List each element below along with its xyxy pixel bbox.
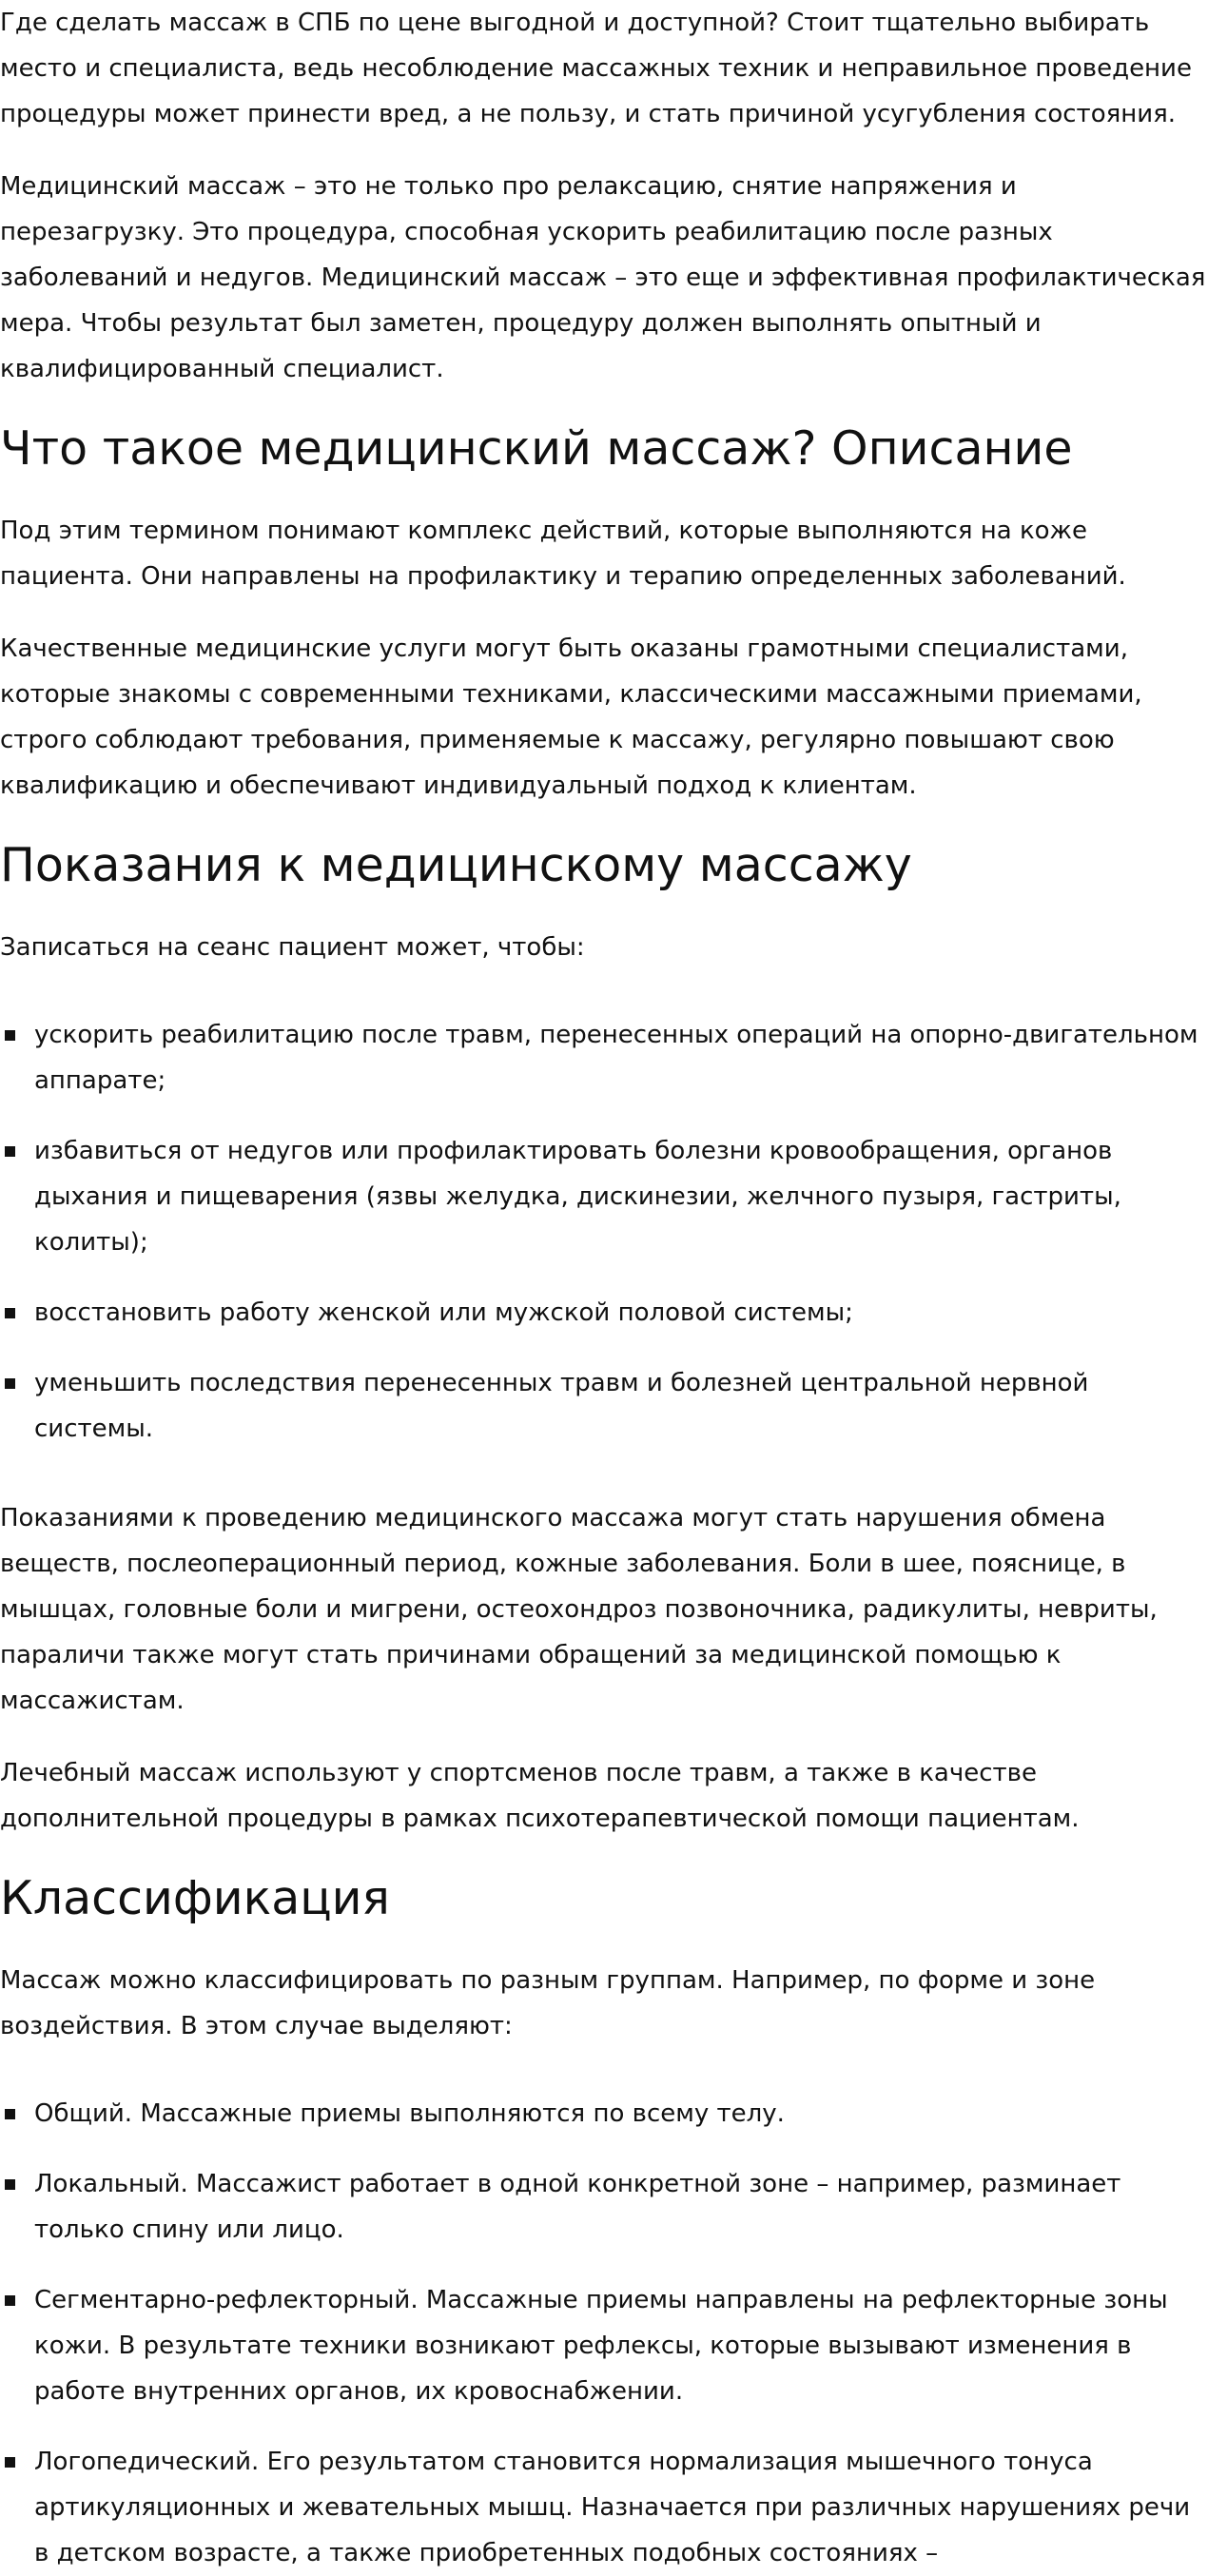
section-heading-indications: Показания к медицинскому массажу	[0, 838, 912, 892]
list-item	[0, 1012, 1208, 1103]
square-bullet-icon	[5, 2179, 15, 2190]
list-item	[0, 1290, 1208, 1336]
square-bullet-icon	[5, 1308, 15, 1318]
list-item-text: ускорить реабилитацию после травм, перенесенных операций на опорно-двигательном аппарате;	[34, 1021, 1198, 1095]
square-bullet-icon	[5, 2109, 15, 2119]
list-item-text: Сегментарно-рефлекторный. Массажные приемы направлены на рефлекторные зоны кожи. В результате техники возникают рефлексы, которые вызывают изменения в работе внутренних органов, их кровоснабжении.	[34, 2286, 1168, 2406]
indications-list	[0, 1012, 1208, 1452]
square-bullet-icon	[5, 2295, 15, 2306]
list-item-text: Локальный. Массажист работает в одной конкретной зоне – например, разминает только спину или лицо.	[34, 2170, 1121, 2244]
intro-paragraph-1: Где сделать массаж в СПБ по цене выгодной и доступной? Стоит тщательно выбирать место и специалиста, ведь несоблюдение массажных техник и неправильное проведение процедуры может принести вред, а не пользу, и стать причиной усугубления состояния.	[0, 9, 1192, 128]
description-paragraph-1: Под этим термином понимают комплекс действий, которые выполняются на коже пациента. Они направлены на профилактику и терапию определенных заболеваний.	[0, 517, 1126, 591]
list-item-text: уменьшить последствия перенесенных травм и болезней центральной нервной системы.	[34, 1369, 1089, 1443]
list-item	[0, 1128, 1208, 1265]
list-item	[0, 2161, 1208, 2253]
square-bullet-icon	[5, 1378, 15, 1389]
indications-lead: Записаться на сеанс пациент может, чтобы:	[0, 933, 585, 962]
indications-paragraph-1: Показаниями к проведению медицинского массажа могут стать нарушения обмена веществ, послеоперационный период, кожные заболевания. Боли в шее, пояснице, в мышцах, головные боли и мигрени, остеохондроз позвоночника, радикулиты, невриты, параличи также могут стать причинами обращений за медицинской помощью к массажистам.	[0, 1504, 1158, 1715]
classification-list	[0, 2091, 1208, 2576]
list-item	[0, 2277, 1208, 2414]
classification-lead: Массаж можно классифицировать по разным группам. Например, по форме и зоне воздействия. В этом случае выделяют:	[0, 1966, 1096, 2040]
list-item-text: Логопедический. Его результатом становится нормализация мышечного тонуса артикуляционных и жевательных мышц. Назначается при различных нарушениях речи в детском возрасте, а также приобретенных подобных состояниях –	[34, 2448, 1191, 2567]
section-heading-description: Что такое медицинский массаж? Описание	[0, 421, 1073, 476]
description-paragraph-2: Качественные медицинские услуги могут быть оказаны грамотными специалистами, которые знакомы с современными техниками, классическими массажными приемами, строго соблюдают требования, применяемые к массажу, регулярно повышают свою квалификацию и обеспечивают индивидуальный подход к клиентам.	[0, 634, 1142, 800]
square-bullet-icon	[5, 1146, 15, 1157]
intro-paragraph-2: Медицинский массаж – это не только про релаксацию, снятие напряжения и перезагрузку. Это процедура, способная ускорить реабилитацию после разных заболеваний и недугов. Медицинский массаж – это еще и эффективная профилактическая мера. Чтобы результат был заметен, процедуру должен выполнять опытный и квалифицированный специалист.	[0, 172, 1206, 383]
square-bullet-icon	[5, 1030, 15, 1041]
list-item-text: восстановить работу женской или мужской половой системы;	[34, 1298, 853, 1327]
list-item-text: избавиться от недугов или профилактировать болезни кровообращения, органов дыхания и пищеварения (язвы желудка, дискинезии, желчного пузыря, гастриты, колиты);	[34, 1137, 1121, 1257]
square-bullet-icon	[5, 2457, 15, 2468]
list-item-text: Общий. Массажные приемы выполняются по всему телу.	[34, 2099, 785, 2128]
list-item	[0, 2439, 1208, 2576]
section-heading-classification: Классификация	[0, 1871, 390, 1925]
list-item	[0, 2091, 1208, 2137]
list-item	[0, 1360, 1208, 1452]
indications-paragraph-2: Лечебный массаж используют у спортсменов после травм, а также в качестве дополнительной процедуры в рамках психотерапевтической помощи пациентам.	[0, 1759, 1080, 1833]
